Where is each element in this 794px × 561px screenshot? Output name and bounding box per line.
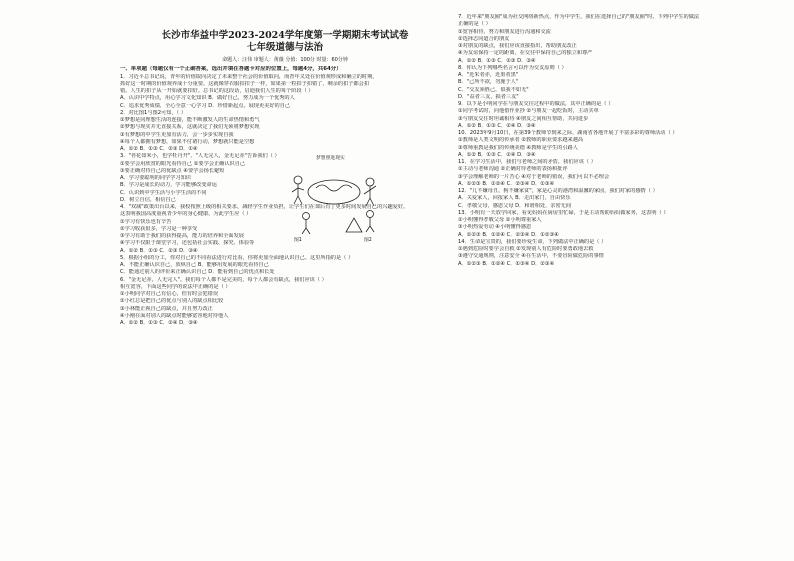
left-question-line: ①梦想是同理想生活的连接，能不断激发人的生命热情和勇气 <box>120 117 260 123</box>
right-question-line: C．孝敬父母，感恩父母 D．和谐相处，亲密无间 <box>458 202 572 209</box>
left-question-line: 3．"苔花如米小，也学牡丹开"、"人无完人，金无足赤"告诉我们（ ） <box>120 153 280 160</box>
left-question-line: ③学习有助于我们的获得提高，能力的培养和全面发展 <box>120 233 244 239</box>
right-question-line: ③遵守交通规则，注意安全 ④在生活中，不要冒险做危险的事情 <box>458 253 604 260</box>
left-question-line: ④小刚在面对别人的缺点时能够宽容地对待他人 <box>120 312 229 319</box>
right-question-line: 10．2023年9月10日，在第39个教师节到来之际，湖南省各地开展了丰富多彩的尊师活动（ ） <box>458 130 678 136</box>
right-question-line: A．①②③ B．①②④ C．②③④ D．①③④ <box>458 180 555 187</box>
right-question-line: ③小明热爱劳动 ④小明懂得感恩 <box>458 224 532 231</box>
right-question-line: ④为友谊保持一定的距离，在交往中保持自己的独立和尊严 <box>458 50 593 57</box>
left-question-line: 这表明我国高度重视青少年的身心健康。为此学生应（ ） <box>120 211 252 218</box>
right-question-line: 8．你认为下列哪些名言可以作为交友原则（ ） <box>458 64 567 71</box>
left-question-line: A．认识中学特点，用心学习文化知识 B．做好自己，努力成为一个优秀的人 <box>120 95 295 102</box>
left-question-line: ②小红总是把自己的优点与别人的缺点相比较 <box>120 298 224 305</box>
right-question-line: D．"益者三友，损者三友" <box>458 93 519 100</box>
right-question-line: ①同学考试时，向他借作业抄 ②与朋友一起吃饭时，主动买单 <box>458 108 599 115</box>
right-question-line: B．"己所不欲，勿施于人" <box>458 79 519 86</box>
right-question-line: 9．以下是小明同学在与朋友交往过程中的做法，其中正确的是（ ） <box>458 101 614 107</box>
left-question-line: 1．习近平总书记说，青年的价值取向决定了未来整个社会的价值取向，而青年又处在价值观形成和确立的时期， <box>120 73 378 80</box>
left-question-line: 错。人生的扣子从一开始就要扣好。总书记的这段话，启迪我们人生的每个阶段（ ） <box>120 88 314 94</box>
left-question-line: ④每个人都拥有梦想，如果不付诸行动，梦想就只能是空想 <box>120 138 255 145</box>
right-question-line: 11．在学习生活中，我们与老师之间的矛盾，我们应该（ ） <box>458 159 596 165</box>
dream-illustration <box>286 152 388 242</box>
left-question-line: ③小林能正视自己的缺点，并且努力改正 <box>120 305 213 312</box>
left-question-line: ③有梦想的中学生更加有活力，会一步步实现自我 <box>120 131 234 138</box>
right-question-line: ③学会理解老师的一片苦心 ④对于老师的错误，我们可以不必理会 <box>458 173 610 180</box>
left-question-line: ①学习有快乐也有辛苦 <box>120 218 172 225</box>
right-question-line: 正确的是（ ） <box>458 21 491 28</box>
right-question-line: A．关爱家人，回报家人 B．走出家门，自由快乐 <box>458 195 571 202</box>
right-question-line: ③与朋友交往时坦诚相待 ④朋友之间相互帮助，共同进步 <box>458 115 589 122</box>
right-question-line: ①主动与老师沟通 ②正确对待老师的表扬和批评 <box>458 166 568 173</box>
right-column <box>458 14 788 268</box>
right-question-line: 12．"儿不嫌母丑，狗不嫌家贫"，家是心灵的港湾和温馨的家园，我们对家的感情（ ） <box>458 188 658 194</box>
right-question-line: A．"近朱者赤，近墨者黑" <box>458 72 519 78</box>
right-question-line: ③尊师重教是我们的传统美德 ④教师是学生的引路人 <box>458 144 578 151</box>
right-question-line: ①宽容相待，努力和朋友进行沟通和交流 <box>458 28 551 35</box>
right-question-line: ③对朋友的缺点，我们应该直接指出，帮助朋友改正 <box>458 43 577 49</box>
right-question-line: C．"交友须胜己，似我不如无" <box>458 86 529 93</box>
left-question-line: B．学习是成长的动力，学习能够改变命运 <box>120 182 217 189</box>
right-question-line: ①遇到危险时要学会自救 ②发现别人有危险时要勇敢地去救 <box>458 246 594 252</box>
left-question-line: A．①② B．①③ C．②④ D．③④ <box>120 320 198 326</box>
left-question-line: D．树立自信，相信自己 <box>120 196 176 203</box>
left-question-line: 6．"金无足赤，人无完人"。我们每个人都不是完美的，每个人都会有缺点，我们应该（ ） <box>120 276 327 283</box>
left-question-line: A．①② B．①③ C．②③ D．③④ <box>120 247 198 254</box>
left-question-list <box>120 66 450 327</box>
left-question-line: ①小明同学对自己有信心，但有时会犯错误 <box>120 291 219 297</box>
right-question-line: ②选择志同道合的朋友 <box>458 35 510 42</box>
exam-subtitle: 七年级道德与法治 <box>246 42 323 53</box>
left-question-line: ②学习收获很多，学习是一种享受 <box>120 225 198 232</box>
figure-caption-top: 梦想照进现实 <box>316 156 345 161</box>
exam-info: 命题人：汪伟 审题人：黄薇 分值：100分 时量：60分钟 <box>222 57 348 63</box>
left-question-line: A．不能正确认识自己，放纵自己 B．能够用发展的眼光看待自己 <box>120 262 269 268</box>
left-question-line: C．认识到中学生活与小学生活的不同 <box>120 189 207 196</box>
left-question-line: 一、单项题（每题仅有一个正确答案，选出并填在答题卡对应的位置上，每题4分，共64分） <box>120 66 342 73</box>
left-question-line: ④学习不仅限于课堂学习，还包括社会实践、探究、体验等 <box>120 240 255 247</box>
left-question-line: C．追求优秀成绩，全心全意一心学习 D．珍惜新起点，展现更美好的自己 <box>120 102 291 109</box>
left-question-line: A．①② B．①③ C．②③ D．①④ <box>120 146 198 152</box>
figure-caption-1: 图1 <box>294 238 302 243</box>
right-question-list <box>458 14 788 268</box>
exam-title: 长沙市华益中学2023-2024学年度第一学期期末考试试卷 <box>161 30 409 41</box>
left-question-line: ③要正确对待自己的优缺点 ④要学会扬长避短 <box>120 167 225 174</box>
left-question-line: ②梦想与现实并无直接关系，这就决定了我们无须将梦想实现 <box>120 124 260 131</box>
right-question-line: 14．生命是宝贵的，我们要珍爱生命，下列做法中正确的是（ ） <box>458 238 607 245</box>
dream-figure <box>286 152 388 242</box>
right-question-line: A．①②③ B．①②④ C．①③④ D．②③④ <box>458 260 555 267</box>
left-question-line: 2．对比图1与图2可知，（ ） <box>120 109 187 116</box>
right-question-line: 13．小明有一天放学回家，看见妈妈在厨房里忙碌，于是主动帮助妈妈做家务，这表明（ ） <box>458 209 669 216</box>
left-question-line: 相互宽容，下面这些同学的说法中正确的是（ ） <box>120 283 231 290</box>
right-question-line: 7．近年来"朋友圈"成为社交网络新热点，作为中学生，我们在选择自己的"朋友圈"时，下列中学生的做法 <box>458 14 700 20</box>
left-question-line: A．学习要聪明的同学学习知识 <box>120 175 191 181</box>
right-question-line: A．①② B．①③ C．②③ D．③④ <box>458 57 536 64</box>
left-question-line: C．能通过别人的评价来正确认识自己 D．能看到自己的优点和长处 <box>120 269 275 276</box>
figure-caption-2: 图2 <box>364 238 372 243</box>
left-question-line: 4．"双减"政策出台以来，我校按照上级的相关要求，减轻学生作业负担，让学生们在课后有了更多时间发展自己的兴趣爱好。 <box>120 204 409 210</box>
left-question-line: ①要学会用欣赏的眼光看待自己 ②要学会正确认识自己 <box>120 160 246 167</box>
left-column <box>120 14 450 327</box>
right-question-line: ①教师是人类文明的传承者 ②教师的职业要求越来越高 <box>458 137 584 144</box>
left-question-line: 抓好这一时期的价值观养成十分重要。这就像穿衣服扣扣子一样，如果第一粒扣子扣错了，剩余的扣子都会扣 <box>120 80 370 87</box>
left-question-line: 5．根据小组的分工，你对自己的不同看法进行对比看，你将更加全面地认识自己。这里所指的是（ ） <box>120 254 354 261</box>
right-question-line: A．①② B．①③ C．②④ D．③④ <box>458 122 536 129</box>
right-question-line: A．①②③ B．①②④ C．②③④ D．①②③④ <box>458 231 559 238</box>
right-question-line: ①小明懂得孝敬父母 ②小明尊重家人 <box>458 217 542 223</box>
right-question-line: A．①② B．①③ C．②④ D．③④ <box>458 151 536 158</box>
